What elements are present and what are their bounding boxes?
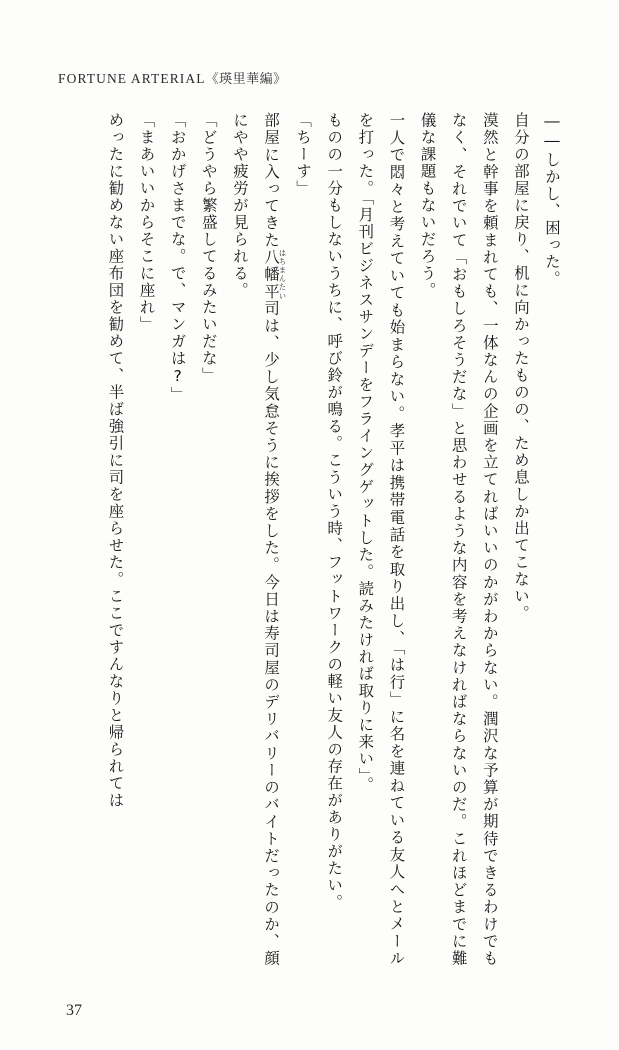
paragraph: ――しかし、困った。 — [543, 112, 561, 288]
paragraph-with-ruby: 部屋に入ってきた八幡平はちまんたい司は、少し気怠そうに挨拶をした。今日は寿司屋のデリバリーのバイトだったのか、顔にやや疲労が見られる。 — [230, 112, 288, 968]
paragraph-dialogue: 「まあいいからそこに座れ」 — [137, 112, 156, 333]
paragraph: ものの一分もしないうちに、呼び鈴が鳴る。こういう時、フットワークの軽い友人の存在がありがたい。 — [325, 112, 344, 911]
paragraph: 漠然と幹事を頼まれても、一体なんの企画を立てればいいのかがわからない。潤沢な予算が期待できるわけでもなく、それでいて「おもしろそうだな」と思わせるような内容を考えなければならないのだ。これほどまでに難儀な課題もないだろう。 — [418, 112, 499, 967]
paragraph-dialogue: 「おかげさまでな。で、マンガは?」 — [168, 112, 187, 404]
header-title-japanese: 《瑛里華編》 — [205, 72, 287, 87]
ruby-annotation: 八幡平はちまんたい — [262, 248, 288, 301]
paragraph: 自分の部屋に戻り、机に向かったものの、ため息しか出てこない。 — [511, 112, 530, 622]
paragraph: めったに勧めない座布団を勧めて、半ば強引に司を座らせた。ここですんなりと帰られては — [106, 112, 125, 809]
running-header — [58, 68, 287, 87]
paragraph-dialogue: 「どうやら繁盛してるみたいだな」 — [199, 112, 218, 384]
page-number: 37 — [66, 1002, 82, 1019]
ruby-reading: はちまんたい — [278, 248, 288, 301]
paragraph: 一人で悶々と考えていても始まらない。孝平は携帯電話を取り出し、「は行」に名を連ねている友人へとメールを打った。「月刊ビジネスサンデーをフライングゲットした。読みたければ取りに来い」。 — [356, 112, 406, 967]
body-text-column — [57, 112, 567, 967]
header-title-latin: FORTUNE ARTERIAL — [58, 71, 206, 86]
paragraph-dialogue: 「ちーす」 — [294, 112, 313, 197]
